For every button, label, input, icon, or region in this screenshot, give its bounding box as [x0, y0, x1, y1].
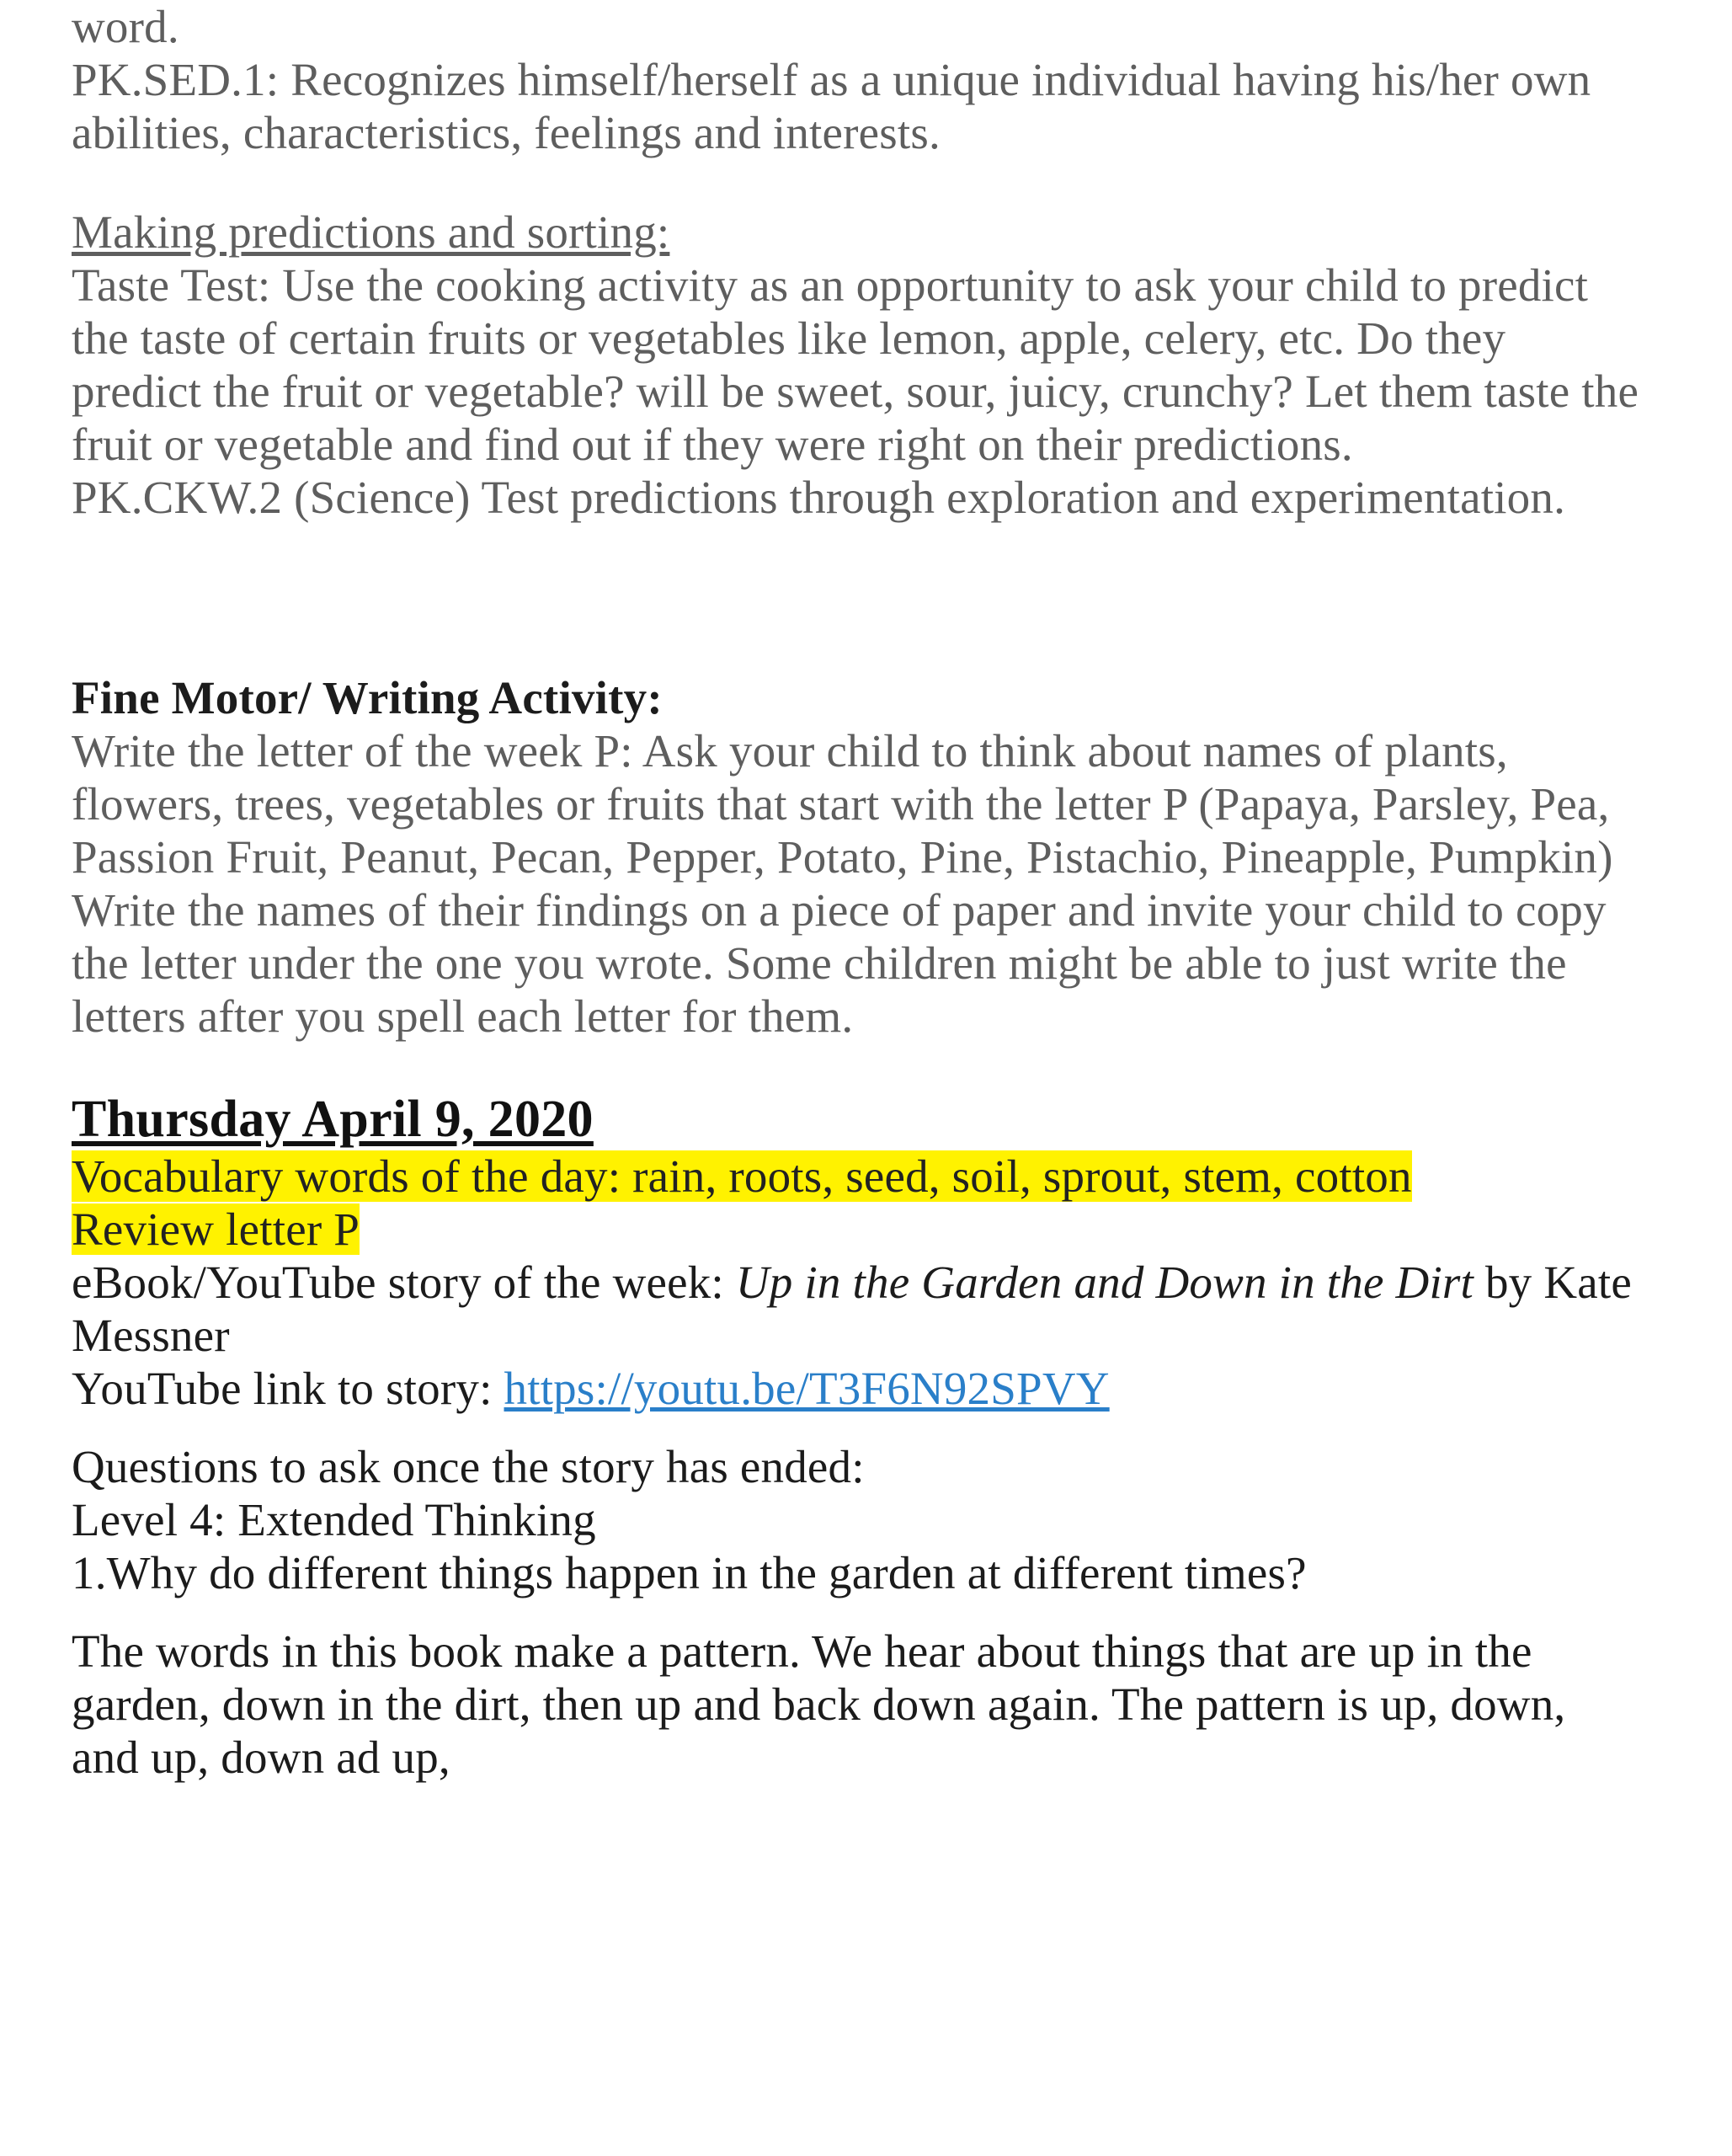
date-heading: Thursday April 9, 2020: [72, 1091, 594, 1148]
section-gap: [72, 524, 1639, 671]
spacer: [72, 1415, 1639, 1440]
review-line: [72, 1203, 1639, 1256]
youtube-link[interactable]: https://youtu.be/T3F6N92SPVY: [504, 1363, 1110, 1414]
spacer: [72, 159, 1639, 205]
making-predictions-heading: Making predictions and sorting:: [72, 206, 670, 258]
youtube-line: [72, 1362, 1639, 1415]
pattern-paragraph: The words in this book make a pattern. We hear about things that are up in the garden, down in the dirt, then up and back down again. The pattern is up, down, and up, down ad up,: [72, 1625, 1566, 1783]
vocabulary-line: [72, 1150, 1639, 1203]
questions-label: Questions to ask once the story has ended:: [72, 1441, 865, 1492]
making-predictions-body: Taste Test: Use the cooking activity as an opportunity to ask your child to predict the taste of certain fruits or vegetables like lemon, apple, celery, etc. Do they predict the fruit or vegetable? will be sweet, sour, juicy, crunchy? Let them taste the fruit or vegetable and find out if they were right on their predictions.: [72, 259, 1639, 470]
vocabulary-highlight: Vocabulary words of the day: rain, roots, seed, soil, sprout, stem, cotton: [72, 1150, 1412, 1202]
fine-motor-body: Write the letter of the week P: Ask your child to think about names of plants, flowers, trees, vegetables or fruits that start with the letter P (Papaya, Parsley, Pea, Passion Fruit, Peanut, Pecan, Pepper, Potato, Pine, Pistachio, Pineapple, Pumpkin) Write the names of their findings on a piece of paper and invite your child to copy the letter under the one you wrote. Some children might be able to just write the letters after you spell each letter for them.: [72, 725, 1613, 1042]
standard-sed-text: PK.SED.1: Recognizes himself/herself as a unique individual having his/her own abilities, characteristics, feelings and interests.: [72, 54, 1591, 158]
youtube-label: YouTube link to story:: [72, 1363, 493, 1414]
ebook-title: Up in the Garden and Down in the Dirt: [735, 1257, 1474, 1308]
level-label: Level 4: Extended Thinking: [72, 1494, 596, 1545]
spacer: [72, 1043, 1639, 1089]
standard-ckw-text: PK.CKW.2 (Science) Test predictions through exploration and experimentation.: [72, 472, 1566, 523]
ebook-line: [72, 1256, 1639, 1362]
question-item-1: 1.Why do different things happen in the garden at different times?: [72, 1547, 1307, 1598]
review-letter-highlight: Review letter P: [72, 1203, 360, 1255]
ebook-label: eBook/YouTube story of the week:: [72, 1257, 724, 1308]
ebook-author: by Kate Messner: [72, 1257, 1632, 1361]
fine-motor-heading: Fine Motor/ Writing Activity:: [72, 672, 663, 723]
top-fragment-text: word.: [72, 1, 179, 52]
spacer: [72, 1599, 1639, 1625]
